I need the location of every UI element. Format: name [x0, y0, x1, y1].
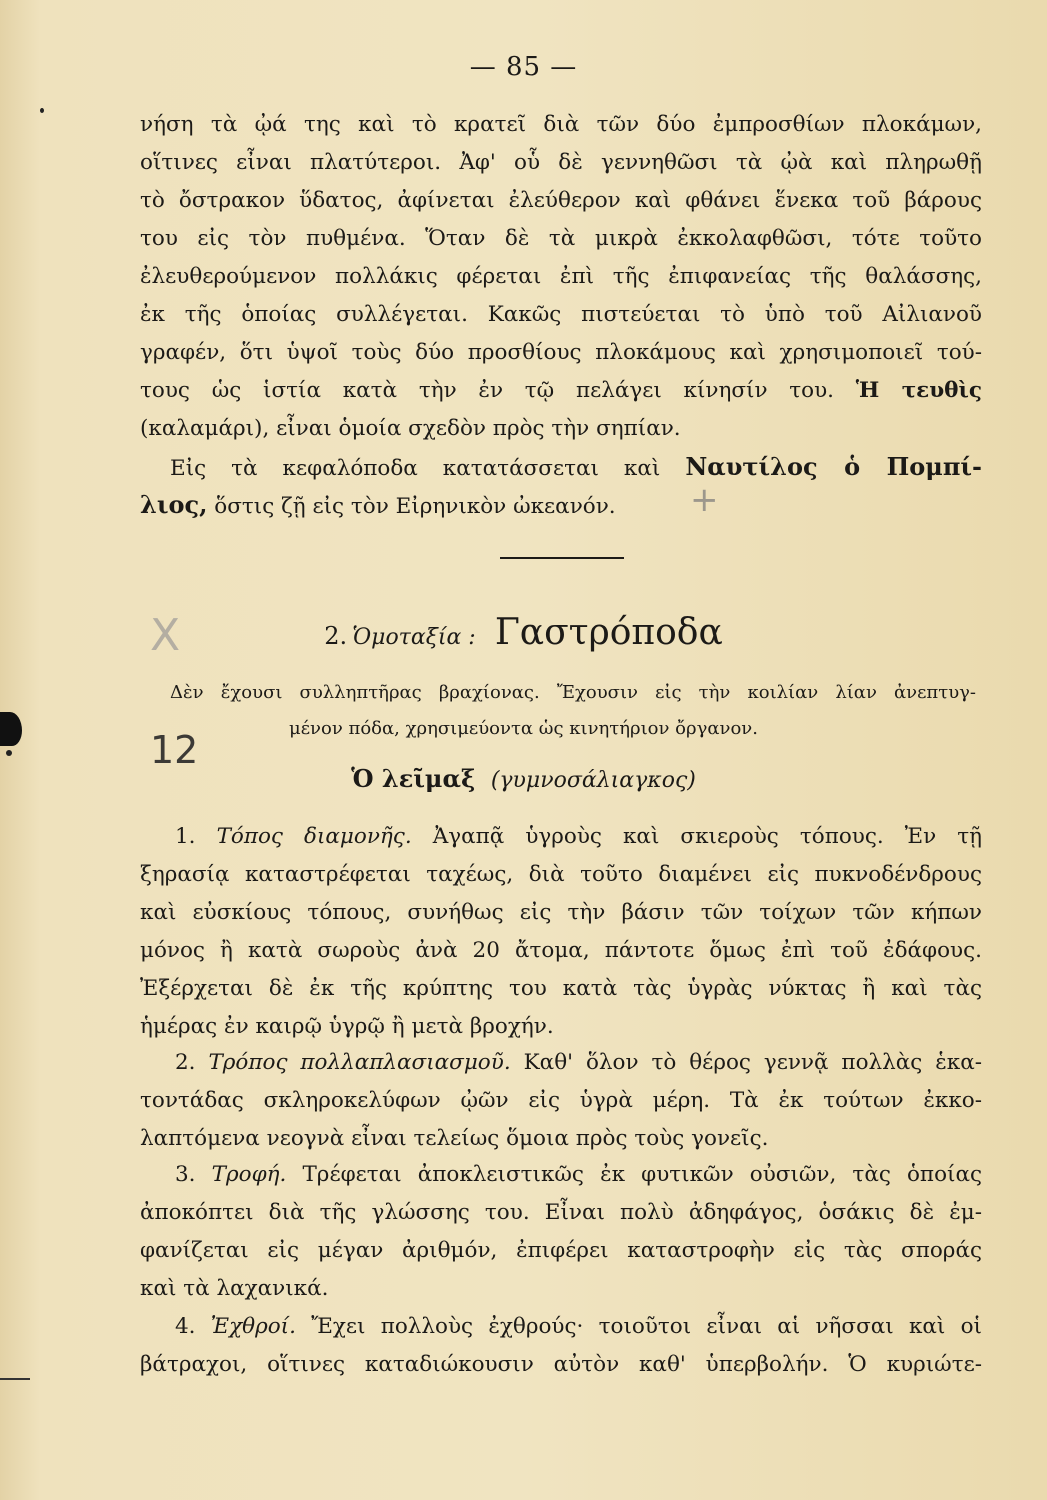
- body-text: Εἰς τὰ κεφαλόποδα κατατάσσεται καὶ: [170, 456, 661, 481]
- section-class-label: Ὁμοταξία :: [352, 625, 476, 650]
- item-line: ἡμέρας ἐν καιρῷ ὑγρῷ ἢ μετὰ βροχήν.: [140, 1014, 554, 1039]
- item-line: [175, 1048, 982, 1078]
- handwritten-margin-number: 12: [150, 728, 199, 772]
- nautilus-term: Ναυτίλος ὁ Πομπί-: [685, 452, 982, 481]
- subsection-title: Ὁ λεῖμαξ: [351, 764, 476, 793]
- section-description-line: μένον πόδα, χρησιμεύοντα ὡς κινητήριον ὄργανον.: [289, 718, 758, 739]
- body-line: [170, 452, 982, 484]
- item-line: [175, 1312, 982, 1342]
- pencil-cross-mark: X: [150, 610, 181, 661]
- nautilus-term-end: λιος,: [140, 490, 208, 519]
- pencil-check-mark: +: [690, 480, 719, 520]
- body-line: ἐλευθερούμενον πολλάκις φέρεται ἐπὶ τῆς ἐπιφανείας τῆς θαλάσσης,: [140, 264, 982, 289]
- item-line: ξηρασίᾳ καταστρέφεται ταχέως, διὰ τοῦτο διαμένει εἰς πυκνοδένδρους: [140, 862, 982, 887]
- body-text: ὅστις ζῇ εἰς τὸν Εἰρηνικὸν ὠκεανόν.: [214, 494, 616, 519]
- item-line: καὶ εὐσκίους τόπους, συνήθως εἰς τὴν βάσιν τῶν τοίχων τῶν κήπων: [140, 900, 982, 925]
- subsection-subtitle: (γυμνοσάλιαγκος): [490, 768, 696, 793]
- item-number: 1.: [175, 824, 196, 849]
- body-line: ἐκ τῆς ὁποίας συλλέγεται. Κακῶς πιστεύεται τὸ ὑπὸ τοῦ Αἰλιανοῦ: [140, 302, 982, 327]
- page-number: — 85 —: [469, 52, 578, 82]
- item-line: καὶ τὰ λαχανικά.: [140, 1276, 329, 1301]
- body-line: νήση τὰ ᾠά της καὶ τὸ κρατεῖ διὰ τῶν δύο ἐμπροσθίων πλοκάμων,: [140, 112, 982, 137]
- item-title: Τρόπος πολλαπλασιασμοῦ.: [208, 1050, 511, 1075]
- squid-term: Ἡ τευθὶς: [855, 378, 982, 403]
- body-text: τους ὡς ἱστία κατὰ τὴν ἐν τῷ πελάγει κίνησίν του.: [140, 378, 835, 403]
- ink-blot: [0, 712, 22, 746]
- item-line: μόνος ἢ κατὰ σωροὺς ἀνὰ 20 ἄτομα, πάντοτε ὅμως ἐπὶ τοῦ ἐδάφους.: [140, 938, 982, 963]
- ink-speck: [40, 108, 44, 113]
- section-number: 2.: [324, 622, 348, 650]
- section-divider: [500, 557, 624, 559]
- item-number: 3.: [175, 1162, 196, 1187]
- body-line: τὸ ὄστρακον ὕδατος, ἀφίνεται ἐλεύθερον καὶ φθάνει ἕνεκα τοῦ βάρους: [140, 188, 982, 213]
- item-line: [175, 1160, 982, 1190]
- item-title: Ἐχθροί.: [210, 1314, 296, 1339]
- item-line: λαπτόμενα νεογνὰ εἶναι τελείως ὅμοια πρὸς τοὺς γονεῖς.: [140, 1126, 769, 1151]
- section-title: Γαστρόποδα: [494, 612, 723, 653]
- item-title: Τόπος διαμονῆς.: [216, 824, 412, 849]
- body-line: του εἰς τὸν πυθμένα. Ὅταν δὲ τὰ μικρὰ ἐκκολαφθῶσι, τότε τοῦτο: [140, 226, 982, 251]
- edge-tick: [0, 1378, 30, 1380]
- item-line: φανίζεται εἰς μέγαν ἀριθμόν, ἐπιφέρει καταστροφὴν εἰς τὰς σποράς: [140, 1238, 982, 1263]
- item-text: Ἔχει πολλοὺς ἐχθρούς· τοιοῦτοι εἶναι αἱ νῆσσαι καὶ οἱ: [311, 1314, 982, 1339]
- item-title: Τροφή.: [211, 1162, 287, 1187]
- item-line: ἀποκόπτει διὰ τῆς γλώσσης του. Εἶναι πολὺ ἀδηφάγος, ὁσάκις δὲ ἐμ-: [140, 1200, 982, 1225]
- body-line: γραφέν, ὅτι ὑψοῖ τοὺς δύο προσθίους πλοκάμους καὶ χρησιμοποιεῖ τού-: [140, 340, 982, 365]
- item-number: 2.: [175, 1050, 196, 1075]
- item-number: 4.: [175, 1314, 196, 1339]
- item-line: [175, 822, 982, 852]
- item-text: Καθ' ὅλον τὸ θέρος γεννᾷ πολλὰς ἑκα-: [523, 1050, 983, 1075]
- item-text: Τρέφεται ἀποκλειστικῶς ἐκ φυτικῶν οὐσιῶν, τὰς ὁποίας: [302, 1162, 982, 1187]
- body-line: οἵτινες εἶναι πλατύτεροι. Ἀφ' οὗ δὲ γεννηθῶσι τὰ ᾠὰ καὶ πληρωθῇ: [140, 150, 982, 175]
- body-line: [140, 376, 982, 406]
- body-line: (καλαμάρι), εἶναι ὁμοία σχεδὸν πρὸς τὴν σηπίαν.: [140, 416, 681, 441]
- body-line: [140, 490, 982, 522]
- item-line: τοντάδας σκληροκελύφων ᾠῶν εἰς ὑγρὰ μέρη. Τὰ ἐκ τούτων ἐκκο-: [140, 1088, 982, 1113]
- item-text: Ἀγαπᾷ ὑγροὺς καὶ σκιεροὺς τόπους. Ἐν τῇ: [432, 824, 982, 849]
- item-line: Ἐξέρχεται δὲ ἐκ τῆς κρύπτης του κατὰ τὰς ὑγρὰς νύκτας ἢ καὶ τὰς: [140, 976, 982, 1001]
- item-line: βάτραχοι, οἵτινες καταδιώκουσιν αὐτὸν καθ' ὑπερβολήν. Ὁ κυριώτε-: [140, 1352, 982, 1377]
- ink-speck: [6, 750, 12, 756]
- section-description-line: Δὲν ἔχουσι συλληπτῆρας βραχίονας. Ἔχουσιν εἰς τὴν κοιλίαν λίαν ἀνεπτυγ-: [170, 682, 976, 703]
